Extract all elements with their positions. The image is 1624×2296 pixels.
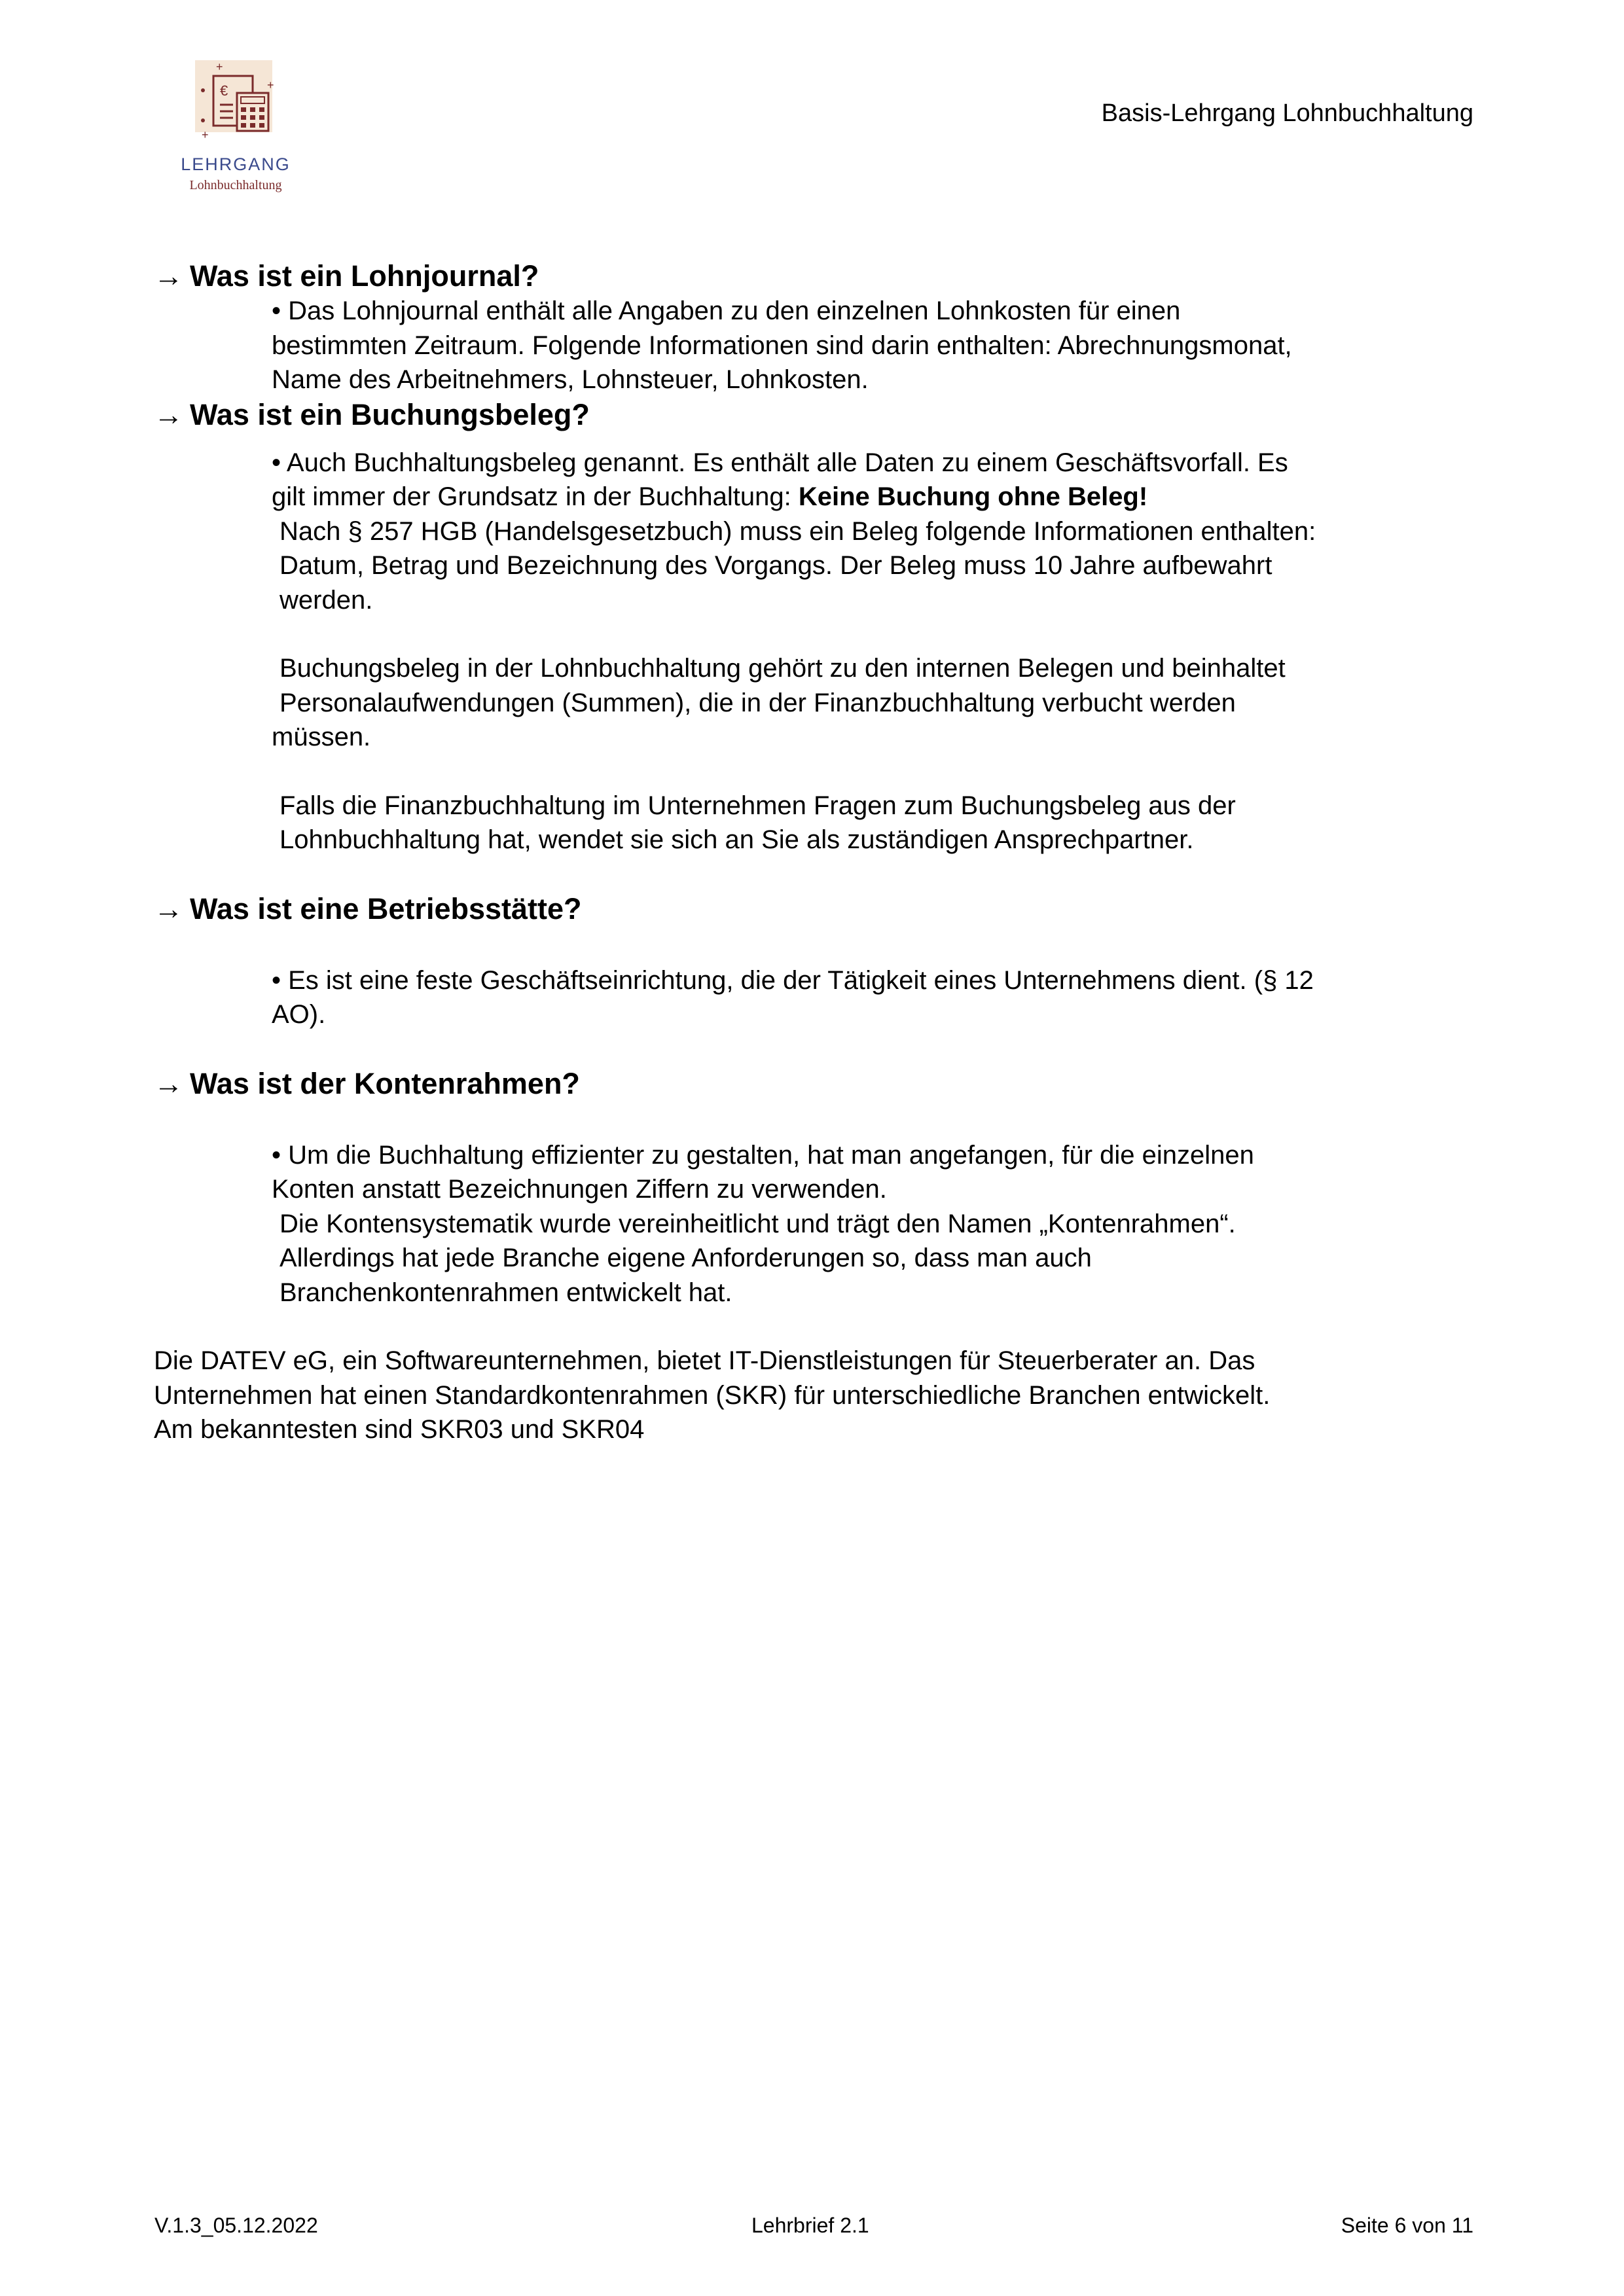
question-heading: → Was ist ein Buchungsbeleg? [154,397,590,431]
emphasis-text: Keine Buchung ohne Beleg! [798,482,1148,511]
logo-subtitle: Lohnbuchhaltung [189,178,282,192]
answer-text: • Das Lohnjournal enthält alle Angaben zu den einzelnen Lohnkosten für einen bestimmten Zeitraum. Folgende Informationen sind darin enthalten: Abrechnungsmonat, Name des Arbeitnehmers, Lohnsteuer, Lohnkosten. [272,296,1292,394]
question-heading: → Was ist eine Betriebsstätte? [154,891,582,925]
question-heading: → Was ist der Kontenrahmen? [154,1066,580,1100]
svg-text:+: + [202,128,209,141]
answer-text: • Auch Buchhaltungsbeleg genannt. Es enthält alle Daten zu einem Geschäftsvorfall. Es gilt immer der Grundsatz in der Buchhaltung: Keine Buchung ohne Beleg! Nach § 257 HGB (Handelsgesetzbuch) muss ein Beleg folgende Informationen enthalten: Datum, Betrag und Bezeichnung des Vorgangs. Der Beleg muss 10 Jahre aufbewahrt werden. Buchungsbeleg in der Lohnbuchhaltung gehört zu den internen Belegen und beinhaltet Personalaufwendungen (Summen), die in der Finanzbuchhaltung verbucht werden müssen. Falls die Finanzbuchhaltung im Unternehmen Fragen zum Buchungsbeleg aus der Lohnbuchhaltung hat, wendet sie sich an Sie als zuständigen Ansprechpartner. [272,448,1316,854]
logo [164,52,308,203]
document-title: Basis-Lehrgang Lohnbuchhaltung [1101,99,1473,127]
arrow-icon: → [154,891,183,925]
page-content [154,259,1476,1447]
question-heading: → Was ist ein Lohnjournal? [154,259,539,293]
footer-lesson: Lehrbrief 2.1 [751,2214,869,2237]
svg-text:€: € [220,82,228,99]
arrow-icon: → [154,1066,183,1100]
svg-text:+: + [267,79,274,92]
answer-text: • Es ist eine feste Geschäftseinrichtung, die der Tätigkeit eines Unternehmens dient. (§ 12 AO). [272,965,1314,1029]
closing-paragraph: Die DATEV eG, ein Softwareunternehmen, bietet IT-Dienstleistungen für Steuerberater an. Das Unternehmen hat einen Standardkontenrahmen (SKR) für unterschiedliche Branchen entwickelt. Am bekanntesten sind SKR03 und SKR04 [154,1346,1271,1444]
svg-text:+: + [216,60,223,73]
arrow-icon: → [154,397,183,431]
footer-page-number: Seite 6 von 11 [1341,2214,1473,2237]
answer-text: • Um die Buchhaltung effizienter zu gestalten, hat man angefangen, für die einzelnen Konten anstatt Bezeichnungen Ziffern zu verwenden. Die Kontensystematik wurde vereinheitlicht und trägt den Namen „Kontenrahmen“. Allerdings hat jede Branche eigene Anforderungen so, dass man auch Branchenkontenrahmen entwickelt hat. [272,1140,1254,1307]
arrow-icon: → [154,259,183,293]
footer-version: V.1.3_05.12.2022 [154,2214,318,2237]
logo-title: LEHRGANG [181,154,291,174]
calculator-document-icon [183,52,288,151]
